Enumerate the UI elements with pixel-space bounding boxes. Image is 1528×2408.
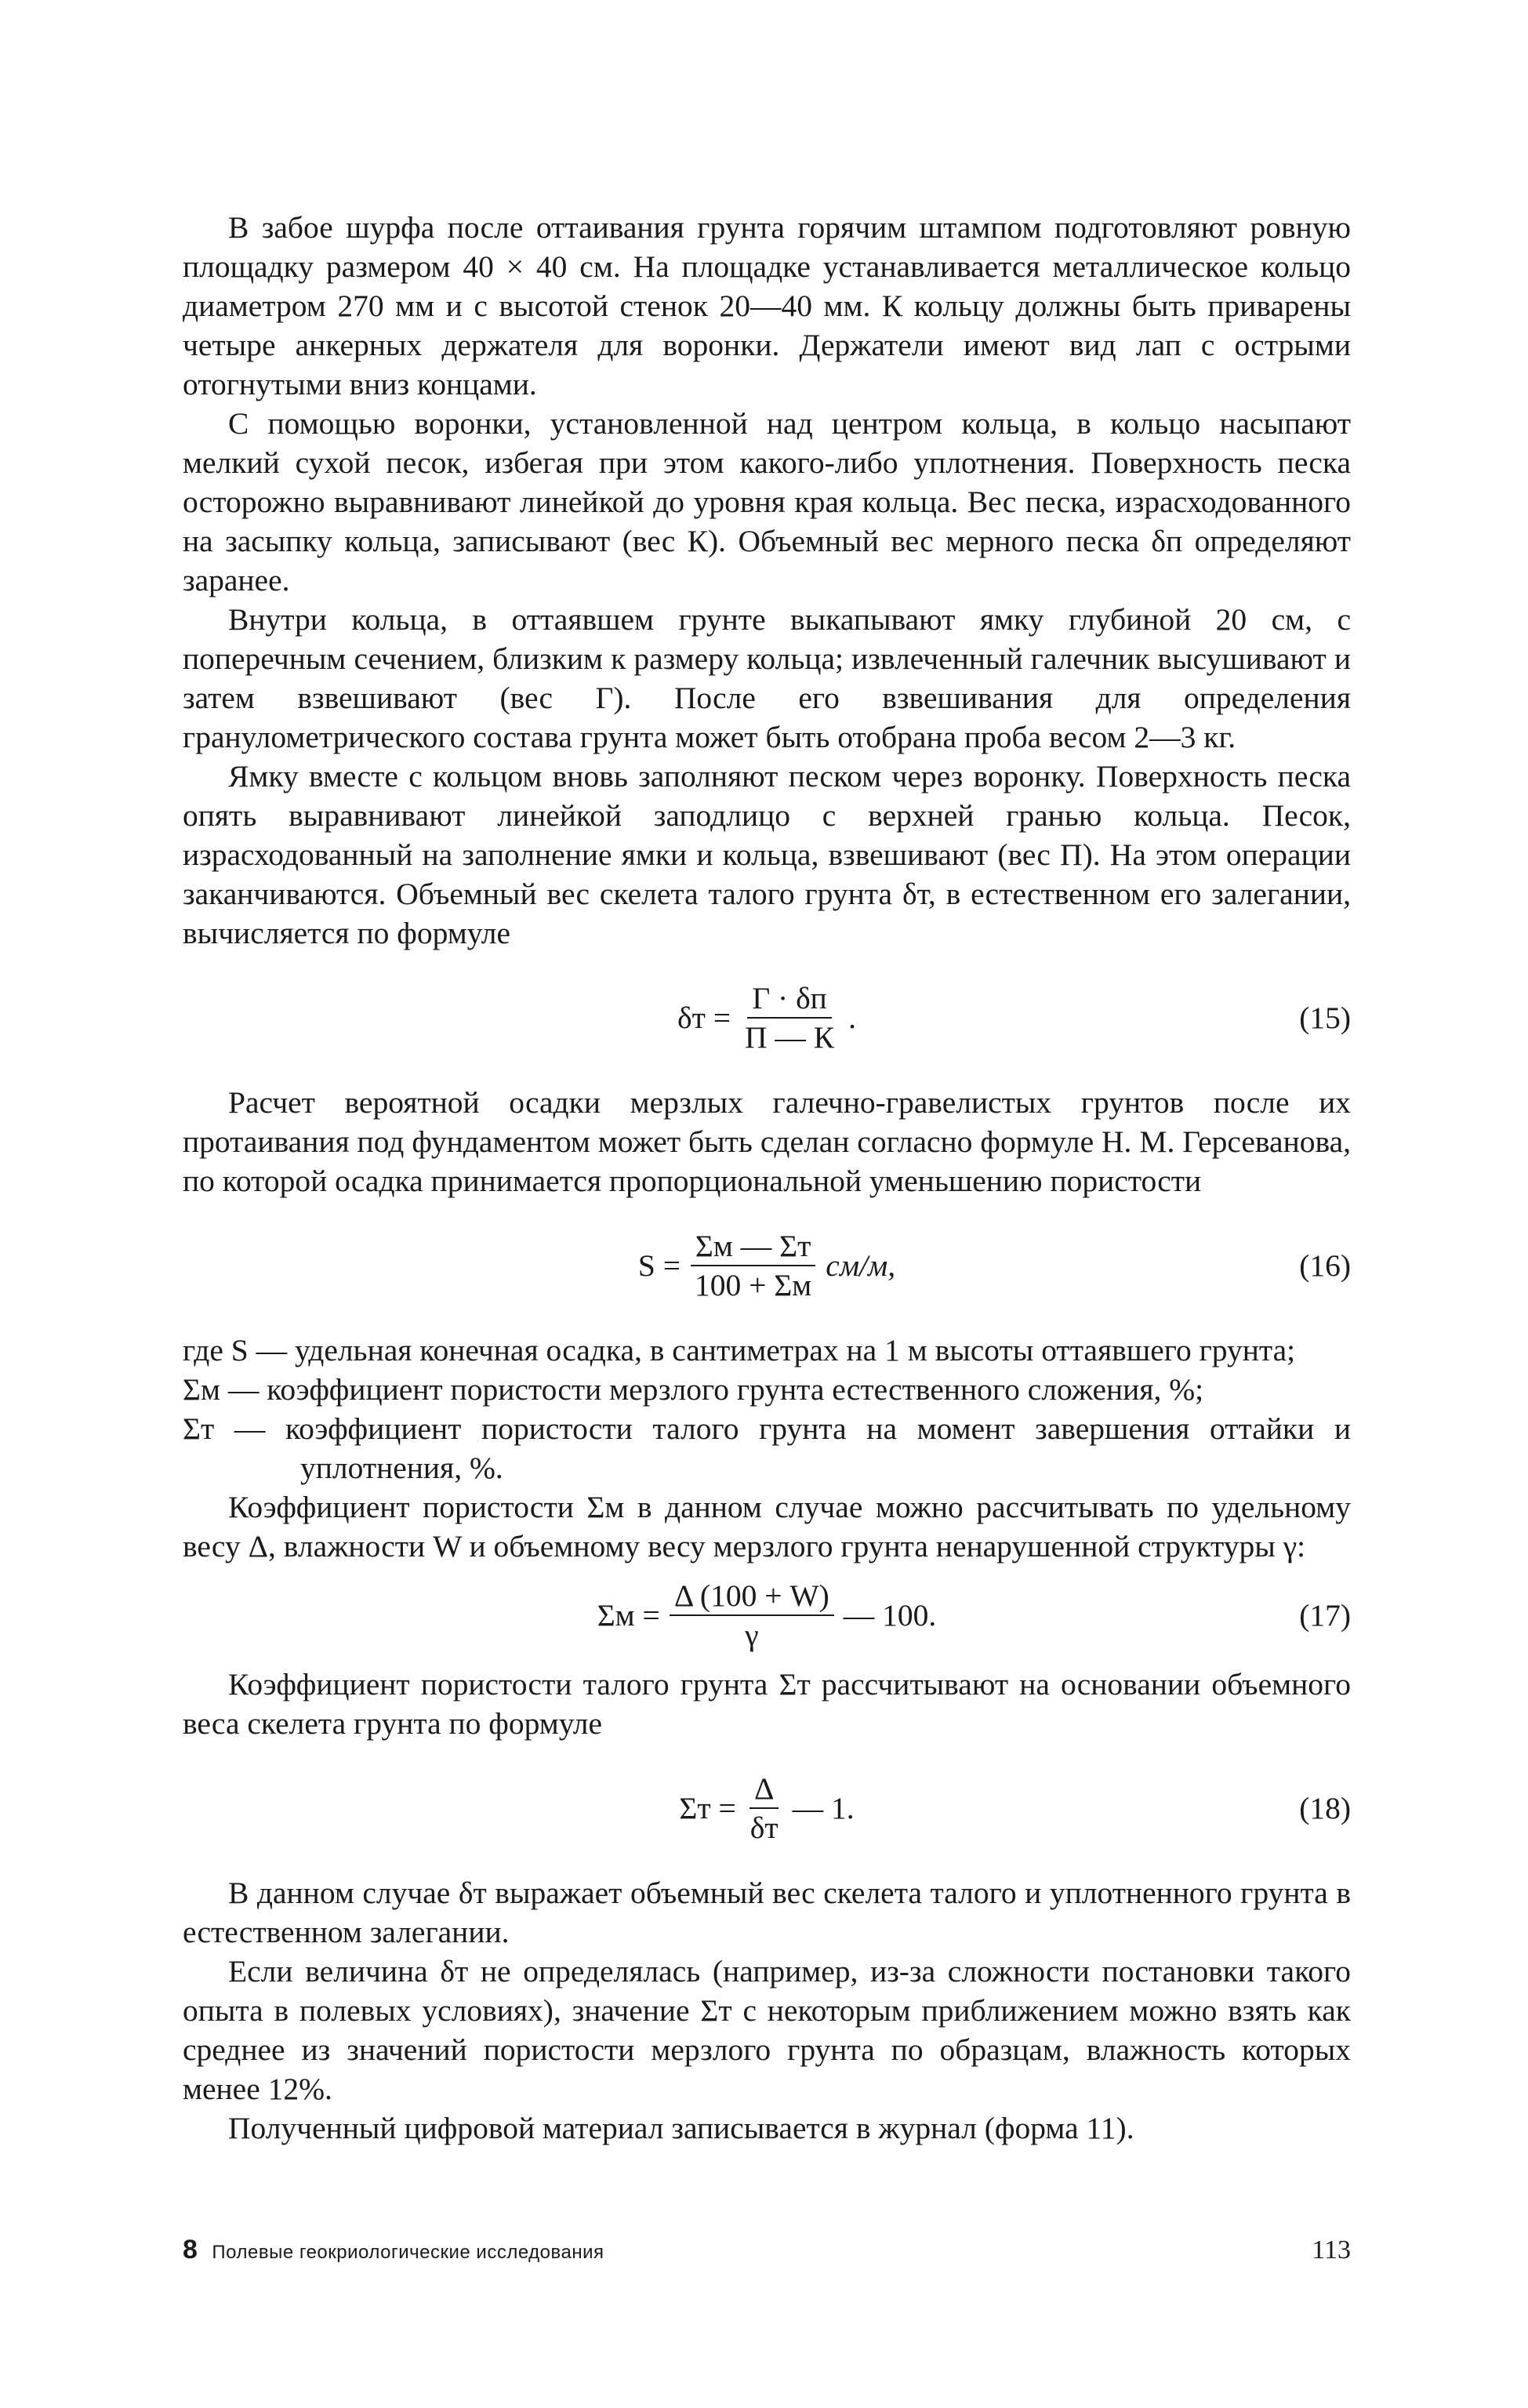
formula-17-fraction: [670, 1578, 834, 1652]
formula-16: [183, 1207, 1351, 1324]
formula-15-numerator: Г · δп: [747, 981, 832, 1019]
paragraph-6: Коэффициент пористости Σм в данном случае можно рассчитывать по удельному весу Δ, влажности W и объемному весу мерзлого грунта ненарушенной структуры γ:: [183, 1490, 1351, 1564]
page-body: [183, 208, 1351, 2148]
paragraph-5: Расчет вероятной осадки мерзлых галечно-гравелистых грунтов после их протаивания под фундаментом может быть сделан согласно формуле Н. М. Герсеванова, по которой осадка принимается пропорциональной уменьшению пористости: [183, 1085, 1351, 1198]
formula-16-denominator: 100 + Σм: [695, 1268, 812, 1302]
signature-number: 8: [183, 2235, 198, 2265]
formula-15-label: (15): [1299, 1001, 1351, 1035]
signature-mark: [183, 2235, 604, 2265]
formula-17-denominator: γ: [745, 1618, 759, 1652]
paragraph-1: В забое шурфа после оттаивания грунта горячим штампом подготовляют ровную площадку размером 40 × 40 см. На площадке устанавливается металлическое кольцо диаметром 270 мм и с высотой стенок 20—40 мм. К кольцу должны быть приварены четыре анкерных держателя для воронки. Держатели имеют вид лап с острыми отогнутыми вниз концами.: [183, 210, 1351, 401]
paragraph-7: Коэффициент пористости талого грунта Σт рассчитывают на основании объемного веса скелета грунта по формуле: [183, 1667, 1351, 1741]
paragraph-4: Ямку вместе с кольцом вновь заполняют песком через воронку. Поверхность песка опять выравнивают линейкой заподлицо с верхней гранью кольца. Песок, израсходованный на заполнение ямки и кольца, взвешивают (вес П). На этом операции заканчиваются. Объемный вес скелета талого грунта δт, в естественном его залегании, вычисляется по формуле: [183, 759, 1351, 950]
formula-18-lhs: Σт =: [679, 1791, 736, 1825]
formula-17: [183, 1572, 1351, 1658]
legend-item-s: где S — удельная конечная осадка, в сантиметрах на 1 м высоты оттаявшего грунта;: [183, 1333, 1296, 1367]
legend-item-sigma-m: Σм — коэффициент пористости мерзлого грунта естественного сложения, %;: [183, 1372, 1204, 1407]
paragraph-10: Полученный цифровой материал записывается в журнал (форма 11).: [228, 2111, 1134, 2145]
page-number: 113: [1312, 2235, 1351, 2265]
formula-15-fraction: [740, 981, 839, 1055]
formula-17-tail: — 100.: [843, 1598, 937, 1633]
formula-16-fraction: [690, 1229, 816, 1302]
formula-15-lhs: δт =: [677, 1001, 731, 1035]
formula-15: [183, 959, 1351, 1077]
signature-title: Полевые геокриологические исследования: [212, 2242, 604, 2263]
formula-17-numerator: Δ (100 + W): [670, 1578, 834, 1616]
formula-17-lhs: Σм =: [597, 1598, 660, 1633]
formula-15-denominator: П — К: [745, 1020, 835, 1055]
formula-18-denominator: δт: [749, 1811, 779, 1845]
formula-15-tail: .: [848, 1001, 857, 1035]
formula-18-tail: — 1.: [792, 1791, 855, 1825]
formula-18-numerator: Δ: [749, 1771, 779, 1809]
formula-16-tail: см/м,: [826, 1248, 896, 1283]
paragraph-2: С помощью воронки, установленной над центром кольца, в кольцо насыпают мелкий сухой песок, избегая при этом какого-либо уплотнения. Поверхность песка осторожно выравнивают линейкой до уровня края кольца. Вес песка, израсходованного на засыпку кольца, записывают (вес К). Объемный вес мерного песка δп определяют заранее.: [183, 406, 1351, 597]
formula-18: [183, 1749, 1351, 1867]
formula-16-numerator: Σм — Σт: [691, 1229, 816, 1266]
formula-16-label: (16): [1299, 1248, 1351, 1283]
page-footer: [183, 2235, 1351, 2265]
paragraph-3: Внутри кольца, в оттаявшем грунте выкапывают ямку глубиной 20 см, с поперечным сечением, близким к размеру кольца; извлеченный галечник высушивают и затем взвешивают (вес Г). После его взвешивания для определения гранулометрического состава грунта может быть отобрана проба весом 2—3 кг.: [183, 602, 1351, 754]
formula-16-legend: [183, 1331, 1351, 1487]
formula-17-label: (17): [1299, 1598, 1351, 1633]
formula-18-label: (18): [1299, 1791, 1351, 1825]
formula-18-fraction: [746, 1771, 783, 1845]
paragraph-8: В данном случае δт выражает объемный вес скелета талого и уплотненного грунта в естественном залегании.: [183, 1876, 1351, 1949]
paragraph-9: Если величина δт не определялась (например, из-за сложности постановки такого опыта в полевых условиях), значение Σт с некоторым приближением можно взять как среднее из значений пористости мерзлого грунта по образцам, влажность которых менее 12%.: [183, 1954, 1351, 2106]
legend-item-sigma-t: Σт — коэффициент пористости талого грунта на момент завершения оттайки и уплотнения, %.: [183, 1411, 1351, 1485]
formula-16-lhs: S =: [637, 1248, 681, 1283]
